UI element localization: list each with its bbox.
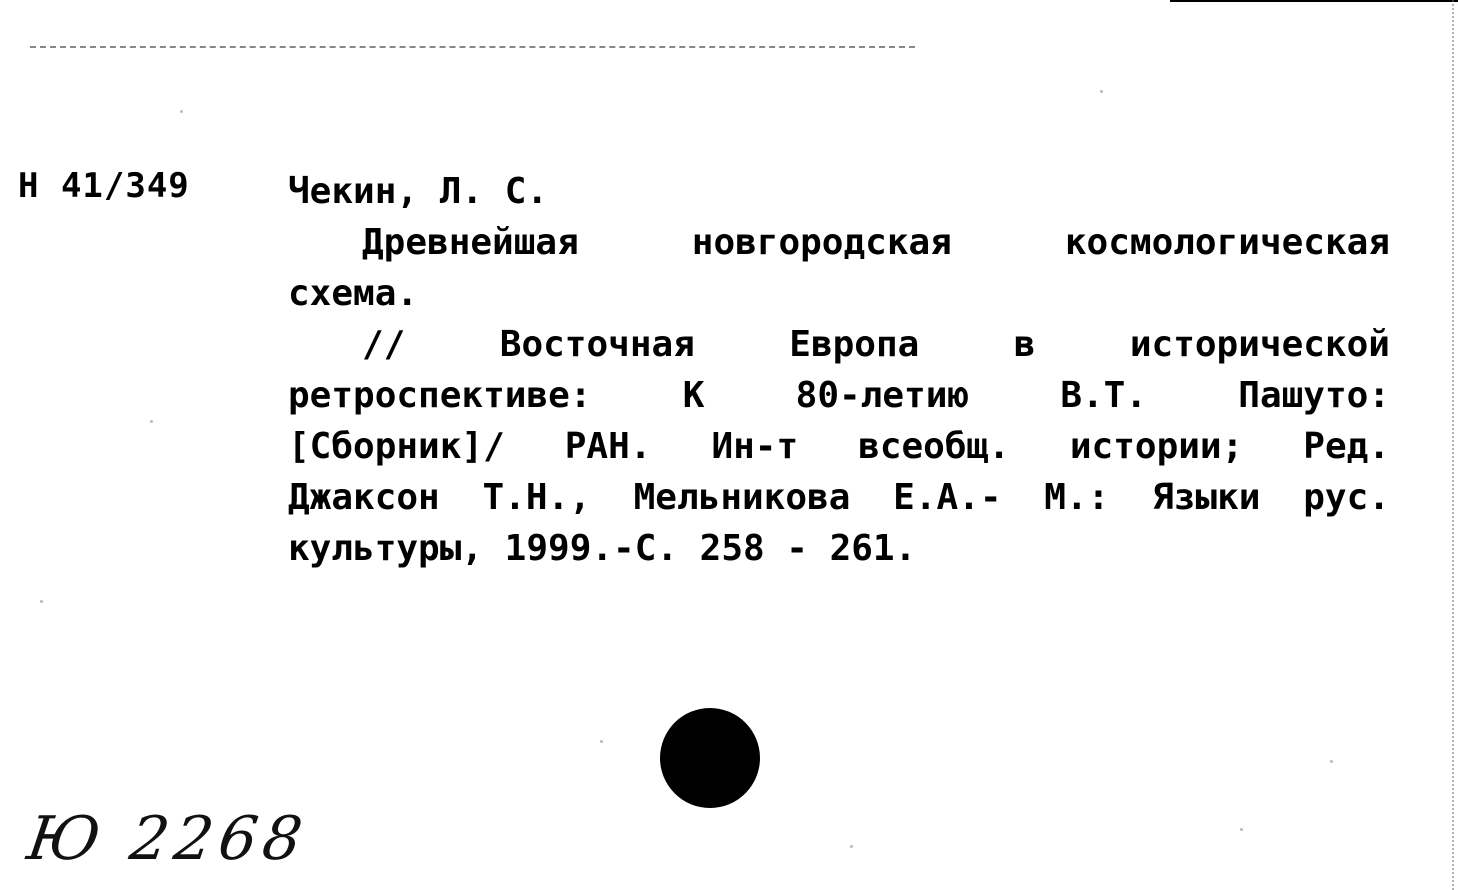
source-word: 261.: [829, 528, 917, 569]
speck: [1330, 760, 1333, 763]
title-line-2: [288, 268, 1390, 319]
shelfmark: Н 41/349: [18, 166, 190, 206]
title-line-1: [288, 217, 1390, 268]
source-line-4: [288, 472, 1390, 523]
title-word: новгородская: [691, 222, 952, 263]
speck: [150, 420, 153, 423]
source-word: рус.: [1303, 477, 1390, 518]
source-word: Европа: [789, 324, 920, 365]
source-word: Восточная: [499, 324, 695, 365]
title-word: космологическая: [1064, 222, 1390, 263]
speck: [40, 600, 43, 603]
source-word: К: [682, 375, 705, 416]
source-word: Ред.: [1303, 426, 1390, 467]
source-word: всеобщ.: [858, 426, 1010, 467]
punch-hole: [660, 708, 760, 808]
source-word: Мельникова: [633, 477, 851, 518]
source-word: Е.А.-: [893, 477, 1002, 518]
source-word: Языки: [1152, 477, 1261, 518]
source-line-1: [288, 319, 1390, 370]
speck: [180, 110, 183, 113]
source-word: -: [786, 528, 808, 569]
source-word: исторической: [1129, 324, 1390, 365]
author: Чекин, Л. С.: [288, 171, 549, 212]
source-word: Пашуто:: [1238, 375, 1390, 416]
source-word: в: [1013, 324, 1036, 365]
title-word: схема.: [288, 273, 419, 314]
speck: [1240, 828, 1243, 831]
source-line-5: [288, 523, 1390, 574]
source-word: В.Т.: [1060, 375, 1148, 416]
author-line: [288, 166, 1390, 217]
source-word: 258: [699, 528, 765, 569]
source-word: Джаксон: [288, 477, 440, 518]
source-word: 1999.-С.: [504, 528, 679, 569]
source-line-3: [288, 421, 1390, 472]
handwritten-inventory-number: Ю 2268: [23, 804, 313, 874]
top-right-rule: [1170, 0, 1458, 2]
source-word: 80-летию: [795, 375, 970, 416]
speck: [1100, 90, 1103, 93]
title-word: Древнейшая: [362, 222, 579, 263]
source-word: //: [362, 324, 406, 365]
source-word: Ин-т: [711, 426, 799, 467]
source-word: истории;: [1069, 426, 1244, 467]
source-word: культуры,: [288, 528, 484, 569]
speck: [850, 845, 853, 848]
bibliographic-entry: [288, 166, 1390, 574]
source-word: ретроспективе:: [288, 375, 592, 416]
speck: [600, 740, 603, 743]
source-word: М.:: [1044, 477, 1110, 518]
source-word: [Сборник]/: [288, 426, 505, 467]
right-edge-line: [1452, 0, 1456, 890]
source-word: Т.Н.,: [482, 477, 591, 518]
top-dashed-rule: [30, 46, 915, 48]
source-line-2: [288, 370, 1390, 421]
source-word: РАН.: [564, 426, 652, 467]
